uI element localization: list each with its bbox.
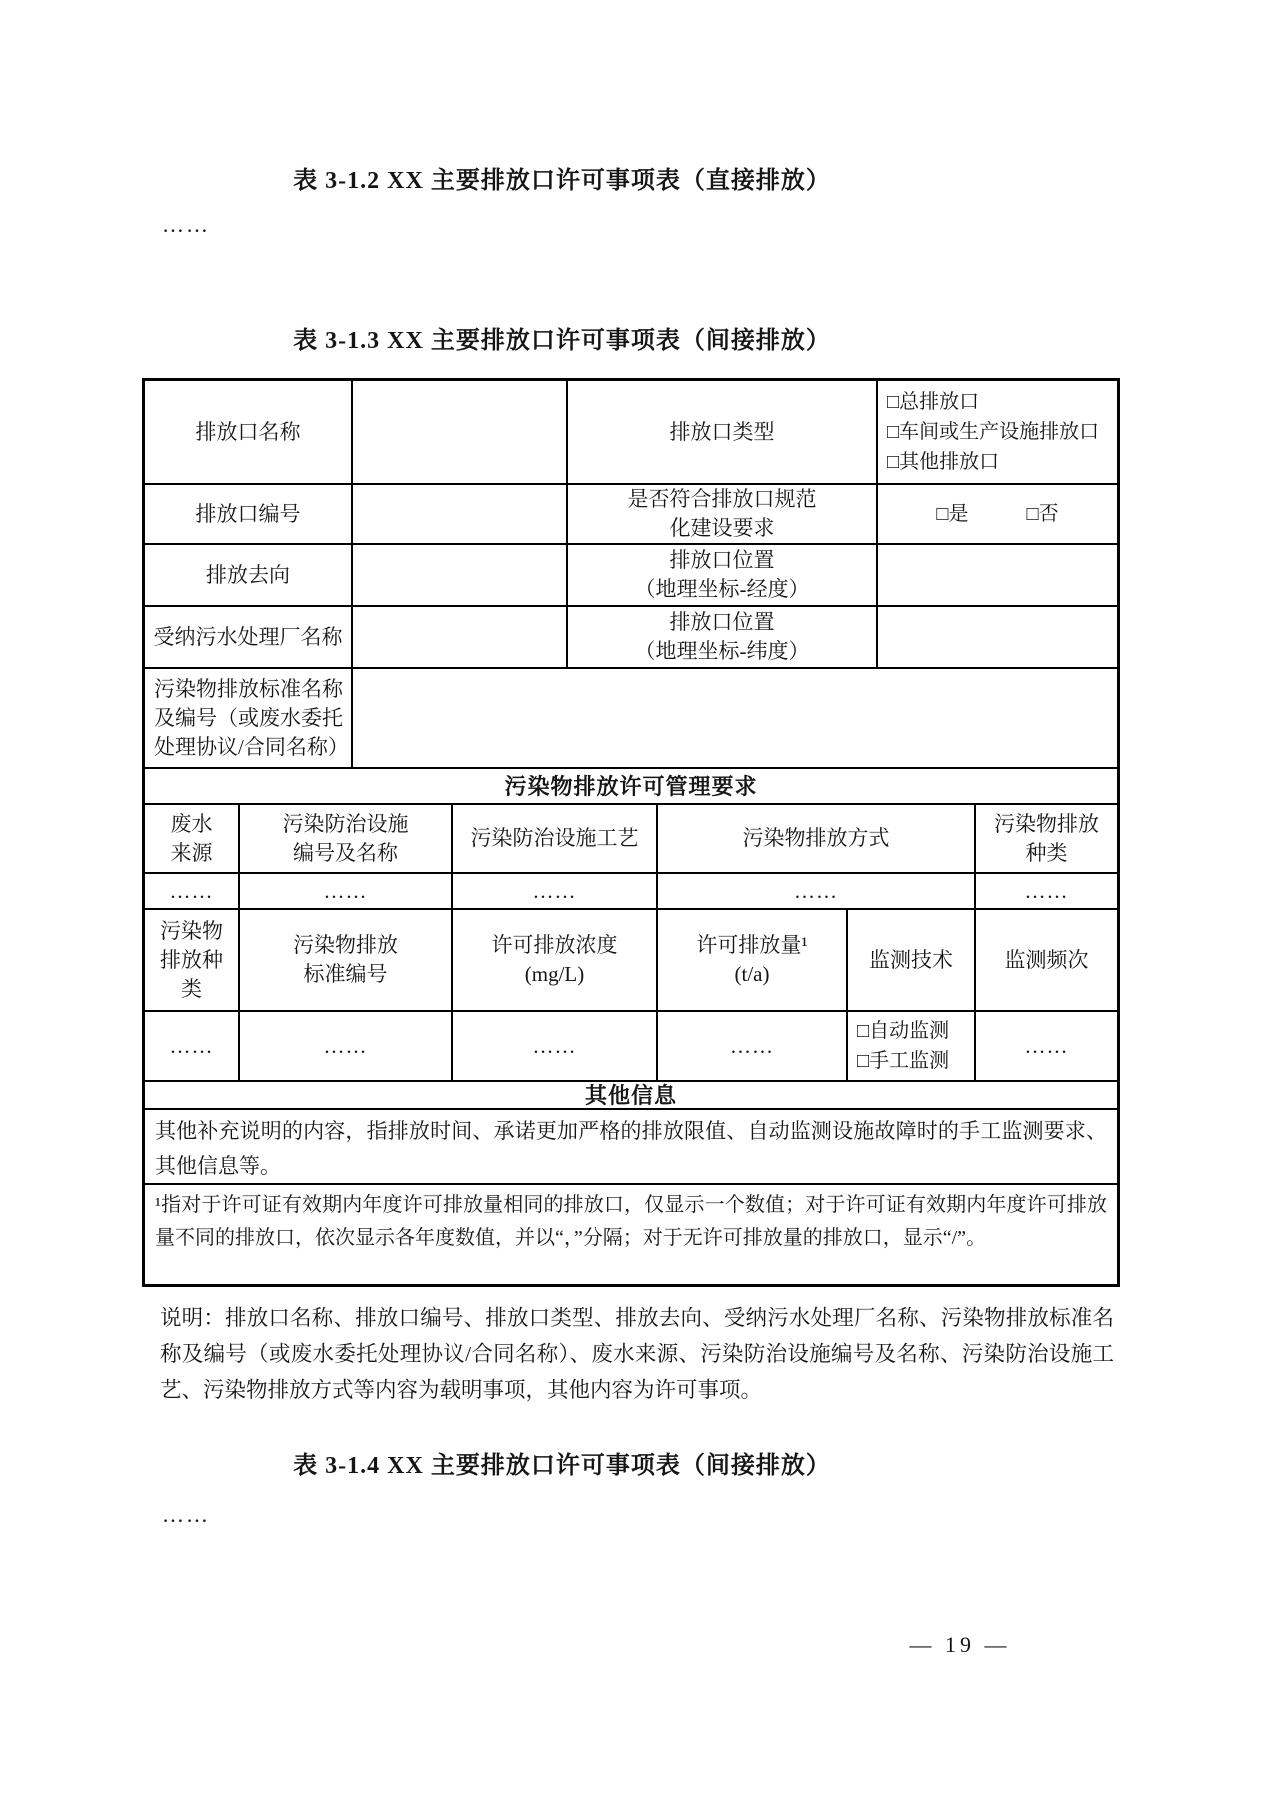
- monitoring-technique-header: 监测技术: [848, 910, 976, 1010]
- outlet-number-value: [353, 485, 568, 543]
- monitoring-frequency-value: ……: [1024, 1033, 1069, 1058]
- outlet-type-label: 排放口类型: [568, 381, 878, 483]
- discharge-standard-label-line3: 处理协议/合同名称）: [154, 734, 349, 759]
- permitted-concentration-header: [453, 910, 658, 1010]
- table-row-outlet-number: [145, 485, 1117, 545]
- discharge-standard-label-line1: 污染物排放标准名称: [154, 676, 343, 701]
- outlet-number-label: 排放口编号: [145, 485, 353, 543]
- pollutant-category-header-line2: 排放种: [160, 947, 223, 972]
- outlet-standardization-label-line1: 是否符合排放口规范: [627, 487, 817, 511]
- pollutant-type-value: ……: [1024, 878, 1069, 903]
- permit-items-table: [142, 378, 1120, 1287]
- table-row-footnote: [145, 1185, 1117, 1284]
- checkbox-option-other-outlet: □其他排放口: [887, 451, 1000, 473]
- table-row-process-values: [145, 874, 1117, 910]
- table-row-limit-headers: [145, 910, 1117, 1012]
- table-3-1-3-title: 表 3-1.3 XX 主要排放口许可事项表（间接排放）: [293, 328, 831, 354]
- permit-management-section-header: 污染物排放许可管理要求: [504, 773, 758, 799]
- treatment-facility-id-header-line2: 编号及名称: [293, 840, 398, 865]
- treatment-facility-id-header-line1: 污染防治设施: [282, 811, 409, 836]
- standard-number-value: ……: [240, 1012, 453, 1080]
- outlet-standardization-label: [568, 485, 878, 543]
- permitted-amount-header: [658, 910, 848, 1010]
- discharge-destination-value: [353, 545, 568, 605]
- discharge-mode-header: 污染物排放方式: [658, 805, 976, 872]
- ellipsis-placeholder-bottom: ……: [162, 1502, 210, 1527]
- checkbox-option-yes: □是: [936, 503, 969, 525]
- outlet-standardization-label-line2: 化建设要求: [669, 516, 775, 540]
- table-row-other-info-note: [145, 1110, 1117, 1185]
- table-row-limit-values: [145, 1012, 1117, 1082]
- treatment-process-header: 污染防治设施工艺: [453, 805, 658, 872]
- table-row-outlet-name: [145, 381, 1117, 485]
- outlet-type-options: [878, 381, 1117, 483]
- pollutant-category-header-line1: 污染物: [160, 918, 223, 943]
- permitted-amount-header-line1: 许可排放量¹: [696, 933, 808, 957]
- other-info-note: 其他补充说明的内容，指排放时间、承诺更加严格的排放限值、自动监测设施故障时的手工监测要求、其他信息等。: [155, 1119, 1107, 1178]
- pollutant-category-value: ……: [145, 1012, 240, 1080]
- table-3-1-2-title: 表 3-1.2 XX 主要排放口许可事项表（直接排放）: [293, 168, 831, 194]
- ellipsis-placeholder-top: ……: [162, 212, 210, 237]
- outlet-longitude-value: [878, 545, 1117, 605]
- yes-no-options: [878, 485, 1117, 543]
- standard-number-header-line2: 标准编号: [303, 962, 388, 986]
- pollutant-type-header-line1: 污染物排放: [994, 811, 1099, 836]
- pollutant-type-header: [976, 805, 1117, 872]
- outlet-name-label: 排放口名称: [145, 381, 353, 483]
- page-number: — 19 —: [909, 1632, 1011, 1657]
- permitted-amount-header-line2: (t/a): [734, 962, 770, 986]
- table-row-process-headers: [145, 805, 1117, 874]
- wastewater-source-value: ……: [145, 874, 240, 908]
- discharge-standard-value: [353, 669, 1117, 767]
- treatment-process-value: ……: [453, 874, 658, 908]
- wastewater-source-header-line2: 来源: [170, 840, 213, 865]
- pollutant-category-header: [145, 910, 240, 1010]
- table-footnote: ¹指对于许可证有效期内年度许可排放量相同的排放口，仅显示一个数值；对于许可证有效期内年度许可排放量不同的排放口，依次显示各年度数值，并以“，”分隔；对于无许可排放量的排放口，显示“/”。: [155, 1194, 1107, 1249]
- pollutant-type-header-line2: 种类: [1025, 840, 1068, 865]
- permitted-concentration-value: ……: [453, 1012, 658, 1080]
- discharge-standard-label: [145, 669, 353, 767]
- outlet-longitude-label: [568, 545, 878, 605]
- wastewater-source-header-line1: 废水: [170, 811, 213, 836]
- treatment-facility-id-header: [240, 805, 453, 872]
- checkbox-option-total-outlet: □总排放口: [887, 391, 980, 413]
- treatment-facility-id-value: ……: [240, 874, 453, 908]
- checkbox-option-auto-monitoring: □自动监测: [857, 1020, 950, 1042]
- outlet-latitude-label-line2: （地理坐标-纬度）: [634, 639, 810, 663]
- monitoring-technique-options: [848, 1012, 976, 1080]
- table-3-1-4-title: 表 3-1.4 XX 主要排放口许可事项表（间接排放）: [293, 1453, 831, 1479]
- monitoring-frequency-header: 监测频次: [1004, 947, 1089, 972]
- table-row-discharge-destination: [145, 545, 1117, 607]
- table-row-discharge-standard: [145, 669, 1117, 769]
- permitted-amount-value: ……: [658, 1012, 848, 1080]
- table-row-receiving-plant: [145, 607, 1117, 669]
- explanation-paragraph: 说明：排放口名称、排放口编号、排放口类型、排放去向、受纳污水处理厂名称、污染物排放标准名称及编号（或废水委托处理协议/合同名称）、废水来源、污染防治设施编号及名称、污染防治设施工艺、污染物排放方式等内容为载明事项，其他内容为许可事项。: [160, 1306, 1114, 1402]
- discharge-destination-label: 排放去向: [145, 545, 353, 605]
- permitted-concentration-header-line2: (mg/L): [524, 962, 585, 986]
- checkbox-option-workshop-outlet: □车间或生产设施排放口: [887, 421, 1100, 443]
- outlet-longitude-label-line1: 排放口位置: [669, 548, 775, 572]
- outlet-longitude-label-line2: （地理坐标-经度）: [634, 577, 810, 601]
- pollutant-category-header-line3: 类: [181, 976, 202, 1001]
- outlet-latitude-label-line1: 排放口位置: [669, 610, 775, 634]
- checkbox-option-no: □否: [1026, 503, 1059, 525]
- table-row-section-header: [145, 769, 1117, 805]
- wastewater-source-header: [145, 805, 240, 872]
- permitted-concentration-header-line1: 许可排放浓度: [491, 933, 618, 957]
- standard-number-header: [240, 910, 453, 1010]
- outlet-latitude-label: [568, 607, 878, 667]
- receiving-plant-value: [353, 607, 568, 667]
- receiving-plant-label: 受纳污水处理厂名称: [145, 607, 353, 667]
- checkbox-option-manual-monitoring: □手工监测: [857, 1050, 950, 1072]
- outlet-name-value: [353, 381, 568, 483]
- discharge-standard-label-line2: 及编号（或废水委托: [154, 705, 343, 730]
- other-info-header: 其他信息: [584, 1082, 677, 1108]
- outlet-latitude-value: [878, 607, 1117, 667]
- discharge-mode-value: ……: [658, 874, 976, 908]
- table-row-other-info-header: [145, 1082, 1117, 1110]
- standard-number-header-line1: 污染物排放: [293, 933, 398, 957]
